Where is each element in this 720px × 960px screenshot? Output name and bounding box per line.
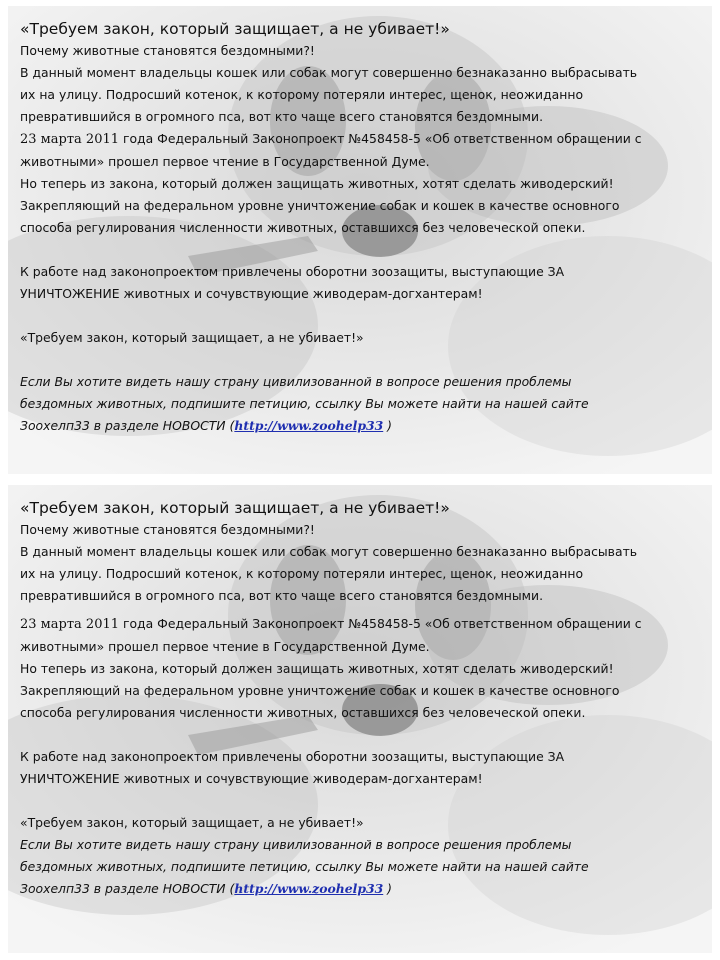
paragraph-line: превратившийся в огромного пса, вот кто чаще всего становятся бездомными. [20,588,544,603]
spacer [20,790,710,812]
paragraph-line: их на улицу. Подросший котенок, к которому потеряли интерес, щенок, неожиданно [20,566,584,581]
appeal-line [20,415,710,437]
spacer [20,349,710,371]
appeal-text: ) [383,881,393,896]
question-line: Почему животные становятся бездомными?! [20,43,315,58]
paragraph-line: Но теперь из закона, который должен защищать животных, хотят сделать живодерский! [20,661,614,676]
paragraph-line: УНИЧТОЖЕНИЕ животных и сочувствующие живодерам-догхантерам! [20,771,483,786]
date-text: 23 марта 2011 [20,617,120,632]
appeal-text: ) [383,418,393,433]
spacer [20,305,710,327]
date-text: 23 марта 2011 [20,132,120,147]
appeal-text: Зоохелп33 в разделе НОВОСТИ ( [20,881,235,896]
paragraph-line: их на улицу. Подросший котенок, к которому потеряли интерес, щенок, неожиданно [20,87,584,102]
paragraph-line: УНИЧТОЖЕНИЕ животных и сочувствующие живодерам-догхантерам! [20,286,483,301]
paragraph-line: способа регулирования численности животных, оставшихся без человеческой опеки. [20,220,586,235]
paragraph-line: Закрепляющий на федеральном уровне уничтожение собак и кошек в качестве основного [20,683,620,698]
slogan: «Требуем закон, который защищает, а не убивает!» [20,815,364,830]
flyer-text [20,497,710,900]
paragraph-line: способа регулирования численности животных, оставшихся без человеческой опеки. [20,705,586,720]
appeal-line: бездомных животных, подпишите петицию, ссылку Вы можете найти на нашей сайте [20,396,589,411]
paragraph-line: В данный момент владельцы кошек или собак могут совершенно безнаказанно выбрасывать [20,544,638,559]
bill-text: года Федеральный Законопроект №458458-5 «Об ответственном обращении с [119,616,642,631]
zoohelp-link[interactable]: http://www.zoohelp33 [234,418,384,433]
appeal-line: Если Вы хотите видеть нашу страну цивилизованной в вопросе решения проблемы [20,837,572,852]
paragraph-line: животными» прошел первое чтение в Государственной Думе. [20,639,430,654]
paragraph-line: Закрепляющий на федеральном уровне уничтожение собак и кошек в качестве основного [20,198,620,213]
paragraph-line: К работе над законопроектом привлечены оборотни зоозащиты, выступающие ЗА [20,264,565,279]
flyer-text [20,18,710,437]
paragraph-line: животными» прошел первое чтение в Государственной Думе. [20,154,430,169]
headline: «Требуем закон, который защищает, а не убивает!» [20,20,450,38]
paragraph-line: К работе над законопроектом привлечены оборотни зоозащиты, выступающие ЗА [20,749,565,764]
appeal-line: бездомных животных, подпишите петицию, ссылку Вы можете найти на нашей сайте [20,859,589,874]
slogan: «Требуем закон, который защищает, а не убивает!» [20,330,364,345]
flyer-top [8,6,712,474]
question-line: Почему животные становятся бездомными?! [20,522,315,537]
paragraph-line: превратившийся в огромного пса, вот кто чаще всего становятся бездомными. [20,109,544,124]
spacer [20,239,710,261]
appeal-line [20,878,710,900]
spacer [20,724,710,746]
paragraph-line: В данный момент владельцы кошек или собак могут совершенно безнаказанно выбрасывать [20,65,638,80]
paragraph-line [20,613,710,636]
zoohelp-link[interactable]: http://www.zoohelp33 [234,881,384,896]
bill-text: года Федеральный Законопроект №458458-5 «Об ответственном обращении с [119,131,642,146]
paragraph-line [20,128,710,151]
headline: «Требуем закон, который защищает, а не убивает!» [20,499,450,517]
flyer-bottom [8,485,712,953]
appeal-line: Если Вы хотите видеть нашу страну цивилизованной в вопросе решения проблемы [20,374,572,389]
appeal-text: Зоохелп33 в разделе НОВОСТИ ( [20,418,235,433]
paragraph-line: Но теперь из закона, который должен защищать животных, хотят сделать живодерский! [20,176,614,191]
